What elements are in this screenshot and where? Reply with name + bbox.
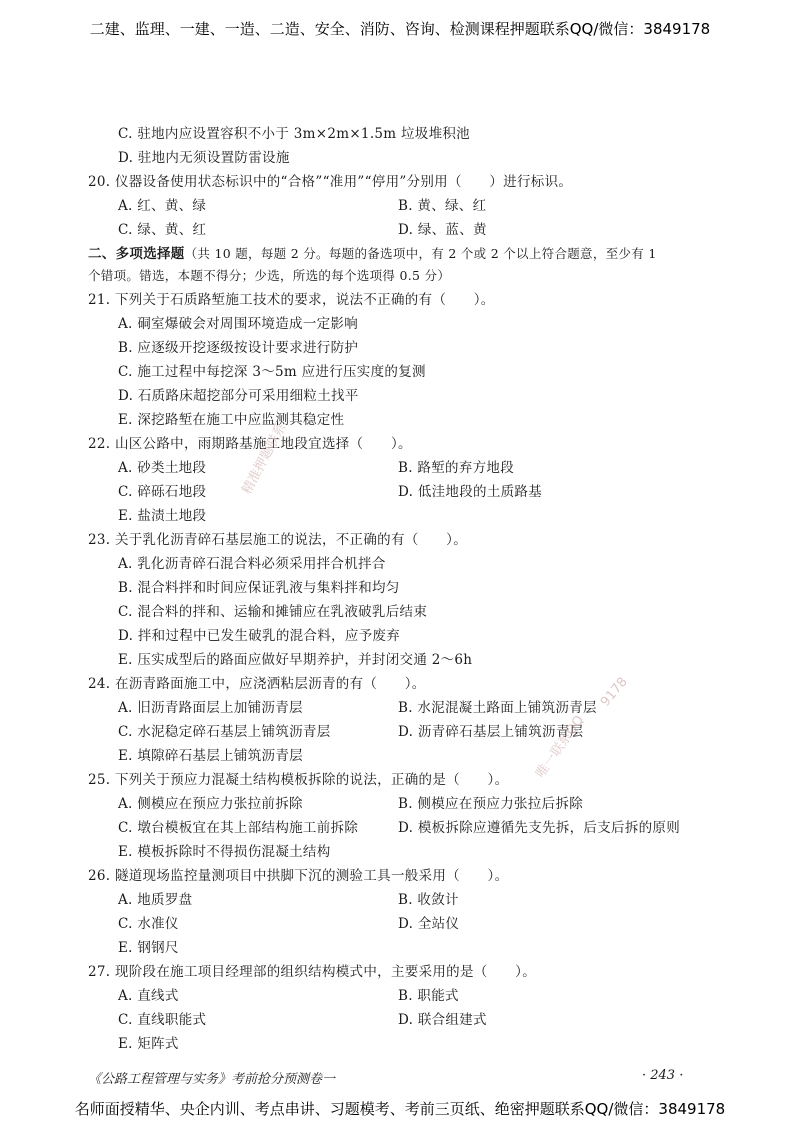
q23-option-d: D. 拌和过程中已发生破乳的混合料，应予废弃 bbox=[118, 628, 401, 644]
q23-option-a: A. 乳化沥青碎石混合料必须采用拌合机拌合 bbox=[118, 556, 386, 572]
q22-option-c: C. 碎砾石地段 bbox=[118, 484, 207, 500]
q24-option-d: D. 沥青碎石基层上铺筑沥青层 bbox=[398, 724, 584, 740]
q26-option-d: D. 全站仪 bbox=[398, 916, 460, 932]
q21-stem: 21. 下列关于石质路堑施工技术的要求，说法不正确的有（ ）。 bbox=[88, 292, 495, 308]
carryover-option-d: D. 驻地内无须设置防雷设施 bbox=[118, 150, 290, 166]
q24-option-b: B. 水泥混凝土路面上铺筑沥青层 bbox=[398, 700, 597, 716]
carryover-option-c: C. 驻地内应设置容积不小于 3m×2m×1.5m 垃圾堆积池 bbox=[118, 126, 470, 142]
q22-stem: 22. 山区公路中，雨期路基施工地段宜选择（ ）。 bbox=[88, 436, 412, 452]
q25-stem: 25. 下列关于预应力混凝土结构模板拆除的说法，正确的是（ ）。 bbox=[88, 772, 509, 788]
q24-stem: 24. 在沥青路面施工中，应浇洒粘层沥青的有（ ）。 bbox=[88, 676, 426, 692]
page-number: · 243 · bbox=[642, 1068, 684, 1083]
q23-option-c: C. 混合料的拌和、运输和摊铺应在乳液破乳后结束 bbox=[118, 604, 428, 620]
q26-stem: 26. 隧道现场监控量测项目中拱脚下沉的测验工具一般采用（ ）。 bbox=[88, 868, 509, 884]
q20-option-c: C. 绿、黄、红 bbox=[118, 222, 207, 238]
q27-option-d: D. 联合组建式 bbox=[398, 1012, 487, 1028]
q24-option-a: A. 旧沥青路面层上加铺沥青层 bbox=[118, 700, 303, 716]
q21-option-e: E. 深挖路堑在施工中应监测其稳定性 bbox=[118, 412, 345, 428]
q27-stem: 27. 现阶段在施工项目经理部的组织结构模式中，主要采用的是（ ）。 bbox=[88, 964, 537, 980]
section-header bbox=[88, 244, 657, 264]
q23-option-b: B. 混合料拌和时间应保证乳液与集料拌和均匀 bbox=[118, 580, 400, 596]
q20-option-d: D. 绿、蓝、黄 bbox=[398, 222, 487, 238]
q23-stem: 23. 关于乳化沥青碎石基层施工的说法，不正确的有（ ）。 bbox=[88, 532, 468, 548]
q27-option-c: C. 直线职能式 bbox=[118, 1012, 207, 1028]
section-title: 二、多项选择题 bbox=[88, 246, 185, 262]
q20-option-b: B. 黄、绿、红 bbox=[398, 198, 487, 214]
q22-option-b: B. 路堑的弃方地段 bbox=[398, 460, 515, 476]
q24-option-c: C. 水泥稳定碎石基层上铺筑沥青层 bbox=[118, 724, 331, 740]
watermark-text-3: 唯一联系QQ bbox=[533, 712, 588, 781]
section-desc bbox=[88, 266, 450, 286]
q25-option-a: A. 侧模应在预应力张拉前拆除 bbox=[118, 796, 303, 812]
q26-option-a: A. 地质罗盘 bbox=[118, 892, 193, 908]
q26-option-b: B. 收敛计 bbox=[398, 892, 459, 908]
q27-option-a: A. 直线式 bbox=[118, 988, 179, 1004]
q22-option-a: A. 砂类土地段 bbox=[118, 460, 207, 476]
q26-option-e: E. 钢钢尺 bbox=[118, 940, 179, 956]
q22-option-e: E. 盐渍土地段 bbox=[118, 508, 207, 524]
bottom-banner: 名师面授精华、央企内训、考点串讲、习题模考、考前三页纸、绝密押题联系QQ/微信：3849178 bbox=[74, 1100, 726, 1118]
q22-option-d: D. 低洼地段的土质路基 bbox=[398, 484, 543, 500]
q20-stem: 20. 仪器设备使用状态标识中的“合格”“准用”“停用”分别用（ ）进行标识。 bbox=[88, 174, 573, 190]
q20-option-a: A. 红、黄、绿 bbox=[118, 198, 207, 214]
q21-option-c: C. 施工过程中每挖深 3～5m 应进行压实度的复测 bbox=[118, 364, 426, 380]
q21-option-b: B. 应逐级开挖逐级按设计要求进行防护 bbox=[118, 340, 359, 356]
q25-option-c: C. 墩台模板宜在其上部结构施工前拆除 bbox=[118, 820, 359, 836]
q24-option-e: E. 填隙碎石基层上铺筑沥青层 bbox=[118, 748, 303, 764]
q25-option-b: B. 侧模应在预应力张拉后拆除 bbox=[398, 796, 584, 812]
q25-option-d: D. 模板拆除应遵循先支先拆，后支后拆的原则 bbox=[398, 820, 681, 836]
q25-option-e: E. 模板拆除时不得损伤混凝土结构 bbox=[118, 844, 331, 860]
section-desc-line1: （共 10 题，每题 2 分。每题的备选项中，有 2 个或 2 个以上符合题意，至少有 1 bbox=[184, 246, 657, 261]
section-desc-line2: 个错项。错选，本题不得分；少选，所选的每个选项得 0.5 分） bbox=[88, 268, 451, 283]
q21-option-d: D. 石质路床超挖部分可采用细粒土找平 bbox=[118, 388, 359, 404]
q21-option-a: A. 硐室爆破会对周围环境造成一定影响 bbox=[118, 316, 359, 332]
q27-option-b: B. 职能式 bbox=[398, 988, 459, 1004]
watermark-text-1: 精准押题联系 bbox=[239, 420, 290, 497]
footer-title: 《公路工程管理与实务》考前抢分预测卷一 bbox=[88, 1072, 336, 1087]
top-banner: 二建、监理、一建、一造、二造、安全、消防、咨询、检测课程押题联系QQ/微信：3849178 bbox=[89, 20, 711, 38]
q26-option-c: C. 水准仪 bbox=[118, 916, 179, 932]
q23-option-e: E. 压实成型后的路面应做好早期养护，并封闭交通 2～6h bbox=[118, 652, 473, 668]
q27-option-e: E. 矩阵式 bbox=[118, 1036, 179, 1052]
watermark-text-2: 9178 bbox=[598, 674, 631, 710]
